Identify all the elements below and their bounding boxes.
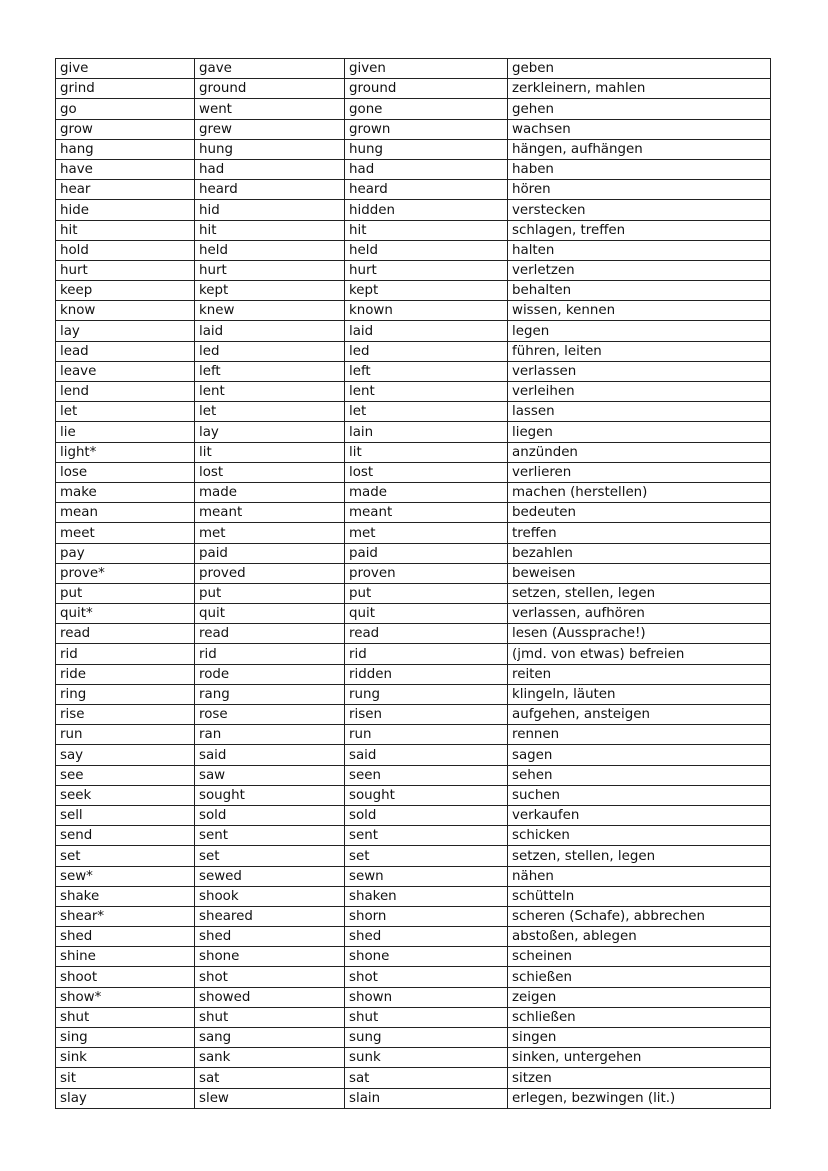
german-translation-cell: schütteln [508,886,771,906]
table-row [56,624,771,644]
table-row [56,805,771,825]
past-participle-cell: sung [345,1028,508,1048]
simple-past-cell: hurt [195,260,345,280]
table-row [56,260,771,280]
infinitive-cell: prove* [56,563,195,583]
table-row [56,301,771,321]
simple-past-cell: sang [195,1028,345,1048]
past-participle-cell: paid [345,543,508,563]
german-translation-cell: beweisen [508,563,771,583]
german-translation-cell: reiten [508,664,771,684]
past-participle-cell: lain [345,422,508,442]
table-row [56,321,771,341]
german-translation-cell: hören [508,180,771,200]
verb-table-body [56,59,771,1109]
infinitive-cell: grind [56,79,195,99]
german-translation-cell: verkaufen [508,805,771,825]
simple-past-cell: sought [195,785,345,805]
infinitive-cell: hurt [56,260,195,280]
table-row [56,59,771,79]
past-participle-cell: risen [345,705,508,725]
past-participle-cell: shone [345,947,508,967]
german-translation-cell: sinken, untergehen [508,1048,771,1068]
german-translation-cell: erlegen, bezwingen (lit.) [508,1088,771,1108]
german-translation-cell: sehen [508,765,771,785]
simple-past-cell: met [195,523,345,543]
irregular-verbs-table [55,58,771,1109]
infinitive-cell: ring [56,684,195,704]
infinitive-cell: show* [56,987,195,1007]
past-participle-cell: heard [345,180,508,200]
past-participle-cell: rung [345,684,508,704]
infinitive-cell: set [56,846,195,866]
german-translation-cell: schicken [508,826,771,846]
infinitive-cell: hear [56,180,195,200]
infinitive-cell: grow [56,119,195,139]
past-participle-cell: hung [345,139,508,159]
german-translation-cell: treffen [508,523,771,543]
german-translation-cell: verlassen, aufhören [508,604,771,624]
table-row [56,886,771,906]
german-translation-cell: klingeln, läuten [508,684,771,704]
past-participle-cell: let [345,402,508,422]
infinitive-cell: meet [56,523,195,543]
simple-past-cell: shone [195,947,345,967]
simple-past-cell: grew [195,119,345,139]
past-participle-cell: shut [345,1007,508,1027]
german-translation-cell: verlieren [508,462,771,482]
simple-past-cell: had [195,159,345,179]
table-row [56,583,771,603]
past-participle-cell: meant [345,503,508,523]
table-row [56,826,771,846]
table-row [56,462,771,482]
table-row [56,664,771,684]
simple-past-cell: left [195,361,345,381]
simple-past-cell: shook [195,886,345,906]
simple-past-cell: paid [195,543,345,563]
table-row [56,684,771,704]
german-translation-cell: zeigen [508,987,771,1007]
infinitive-cell: say [56,745,195,765]
infinitive-cell: let [56,402,195,422]
infinitive-cell: leave [56,361,195,381]
infinitive-cell: make [56,482,195,502]
table-row [56,725,771,745]
infinitive-cell: light* [56,442,195,462]
table-row [56,79,771,99]
simple-past-cell: meant [195,503,345,523]
german-translation-cell: bezahlen [508,543,771,563]
table-row [56,382,771,402]
table-row [56,1068,771,1088]
past-participle-cell: shaken [345,886,508,906]
simple-past-cell: lost [195,462,345,482]
german-translation-cell: (jmd. von etwas) befreien [508,644,771,664]
simple-past-cell: led [195,341,345,361]
past-participle-cell: had [345,159,508,179]
table-row [56,906,771,926]
table-row [56,846,771,866]
german-translation-cell: schießen [508,967,771,987]
german-translation-cell: nähen [508,866,771,886]
past-participle-cell: hidden [345,200,508,220]
table-row [56,503,771,523]
infinitive-cell: rise [56,705,195,725]
infinitive-cell: ride [56,664,195,684]
german-translation-cell: suchen [508,785,771,805]
table-row [56,987,771,1007]
simple-past-cell: sent [195,826,345,846]
past-participle-cell: said [345,745,508,765]
infinitive-cell: hang [56,139,195,159]
german-translation-cell: setzen, stellen, legen [508,583,771,603]
german-translation-cell: singen [508,1028,771,1048]
table-row [56,604,771,624]
infinitive-cell: hit [56,220,195,240]
past-participle-cell: read [345,624,508,644]
past-participle-cell: sunk [345,1048,508,1068]
table-row [56,785,771,805]
simple-past-cell: shed [195,927,345,947]
simple-past-cell: knew [195,301,345,321]
simple-past-cell: gave [195,59,345,79]
table-row [56,927,771,947]
simple-past-cell: shut [195,1007,345,1027]
infinitive-cell: shed [56,927,195,947]
infinitive-cell: run [56,725,195,745]
infinitive-cell: sing [56,1028,195,1048]
past-participle-cell: shed [345,927,508,947]
past-participle-cell: ridden [345,664,508,684]
infinitive-cell: send [56,826,195,846]
past-participle-cell: laid [345,321,508,341]
german-translation-cell: legen [508,321,771,341]
table-row [56,159,771,179]
table-row [56,866,771,886]
infinitive-cell: shoot [56,967,195,987]
german-translation-cell: sitzen [508,1068,771,1088]
german-translation-cell: abstoßen, ablegen [508,927,771,947]
table-row [56,947,771,967]
table-row [56,139,771,159]
german-translation-cell: schließen [508,1007,771,1027]
german-translation-cell: hängen, aufhängen [508,139,771,159]
german-translation-cell: verletzen [508,260,771,280]
table-row [56,200,771,220]
german-translation-cell: bedeuten [508,503,771,523]
infinitive-cell: keep [56,281,195,301]
infinitive-cell: give [56,59,195,79]
infinitive-cell: hide [56,200,195,220]
german-translation-cell: verlassen [508,361,771,381]
past-participle-cell: grown [345,119,508,139]
infinitive-cell: rid [56,644,195,664]
past-participle-cell: ground [345,79,508,99]
simple-past-cell: rose [195,705,345,725]
german-translation-cell: rennen [508,725,771,745]
simple-past-cell: hit [195,220,345,240]
simple-past-cell: shot [195,967,345,987]
table-row [56,523,771,543]
table-row [56,1028,771,1048]
infinitive-cell: see [56,765,195,785]
table-row [56,402,771,422]
german-translation-cell: lesen (Aussprache!) [508,624,771,644]
german-translation-cell: führen, leiten [508,341,771,361]
past-participle-cell: quit [345,604,508,624]
past-participle-cell: lit [345,442,508,462]
simple-past-cell: quit [195,604,345,624]
german-translation-cell: verstecken [508,200,771,220]
infinitive-cell: shine [56,947,195,967]
simple-past-cell: lay [195,422,345,442]
simple-past-cell: kept [195,281,345,301]
german-translation-cell: geben [508,59,771,79]
infinitive-cell: quit* [56,604,195,624]
infinitive-cell: mean [56,503,195,523]
german-translation-cell: haben [508,159,771,179]
past-participle-cell: slain [345,1088,508,1108]
infinitive-cell: seek [56,785,195,805]
simple-past-cell: lit [195,442,345,462]
past-participle-cell: sat [345,1068,508,1088]
table-row [56,563,771,583]
table-row [56,705,771,725]
past-participle-cell: made [345,482,508,502]
simple-past-cell: held [195,240,345,260]
past-participle-cell: shorn [345,906,508,926]
past-participle-cell: shown [345,987,508,1007]
past-participle-cell: put [345,583,508,603]
past-participle-cell: gone [345,99,508,119]
past-participle-cell: run [345,725,508,745]
german-translation-cell: aufgehen, ansteigen [508,705,771,725]
simple-past-cell: set [195,846,345,866]
simple-past-cell: showed [195,987,345,1007]
infinitive-cell: lend [56,382,195,402]
table-row [56,361,771,381]
german-translation-cell: halten [508,240,771,260]
simple-past-cell: sewed [195,866,345,886]
table-row [56,543,771,563]
infinitive-cell: shear* [56,906,195,926]
simple-past-cell: hid [195,200,345,220]
infinitive-cell: hold [56,240,195,260]
table-row [56,644,771,664]
past-participle-cell: sold [345,805,508,825]
table-row [56,422,771,442]
table-row [56,180,771,200]
simple-past-cell: sheared [195,906,345,926]
past-participle-cell: left [345,361,508,381]
infinitive-cell: lay [56,321,195,341]
simple-past-cell: rang [195,684,345,704]
table-row [56,1048,771,1068]
past-participle-cell: proven [345,563,508,583]
past-participle-cell: lent [345,382,508,402]
past-participle-cell: lost [345,462,508,482]
table-row [56,745,771,765]
table-row [56,765,771,785]
table-row [56,220,771,240]
german-translation-cell: scheinen [508,947,771,967]
german-translation-cell: liegen [508,422,771,442]
table-row [56,281,771,301]
infinitive-cell: sit [56,1068,195,1088]
german-translation-cell: gehen [508,99,771,119]
table-row [56,1088,771,1108]
table-row [56,1007,771,1027]
past-participle-cell: seen [345,765,508,785]
table-row [56,967,771,987]
simple-past-cell: put [195,583,345,603]
past-participle-cell: sewn [345,866,508,886]
simple-past-cell: read [195,624,345,644]
table-row [56,119,771,139]
simple-past-cell: heard [195,180,345,200]
infinitive-cell: sink [56,1048,195,1068]
table-row [56,482,771,502]
simple-past-cell: sat [195,1068,345,1088]
past-participle-cell: kept [345,281,508,301]
simple-past-cell: proved [195,563,345,583]
simple-past-cell: let [195,402,345,422]
infinitive-cell: read [56,624,195,644]
infinitive-cell: slay [56,1088,195,1108]
infinitive-cell: shut [56,1007,195,1027]
infinitive-cell: lose [56,462,195,482]
table-row [56,240,771,260]
german-translation-cell: anzünden [508,442,771,462]
past-participle-cell: hit [345,220,508,240]
german-translation-cell: sagen [508,745,771,765]
infinitive-cell: have [56,159,195,179]
simple-past-cell: hung [195,139,345,159]
german-translation-cell: wachsen [508,119,771,139]
past-participle-cell: sought [345,785,508,805]
past-participle-cell: met [345,523,508,543]
simple-past-cell: slew [195,1088,345,1108]
german-translation-cell: schlagen, treffen [508,220,771,240]
german-translation-cell: zerkleinern, mahlen [508,79,771,99]
simple-past-cell: made [195,482,345,502]
infinitive-cell: know [56,301,195,321]
simple-past-cell: sank [195,1048,345,1068]
simple-past-cell: laid [195,321,345,341]
simple-past-cell: said [195,745,345,765]
past-participle-cell: given [345,59,508,79]
table-row [56,99,771,119]
infinitive-cell: sell [56,805,195,825]
table-row [56,442,771,462]
past-participle-cell: hurt [345,260,508,280]
german-translation-cell: verleihen [508,382,771,402]
infinitive-cell: shake [56,886,195,906]
past-participle-cell: set [345,846,508,866]
german-translation-cell: machen (herstellen) [508,482,771,502]
infinitive-cell: go [56,99,195,119]
infinitive-cell: pay [56,543,195,563]
past-participle-cell: led [345,341,508,361]
past-participle-cell: held [345,240,508,260]
simple-past-cell: sold [195,805,345,825]
infinitive-cell: put [56,583,195,603]
german-translation-cell: scheren (Schafe), abbrechen [508,906,771,926]
simple-past-cell: ran [195,725,345,745]
table-row [56,341,771,361]
german-translation-cell: lassen [508,402,771,422]
german-translation-cell: setzen, stellen, legen [508,846,771,866]
infinitive-cell: lead [56,341,195,361]
simple-past-cell: saw [195,765,345,785]
past-participle-cell: known [345,301,508,321]
infinitive-cell: sew* [56,866,195,886]
german-translation-cell: behalten [508,281,771,301]
simple-past-cell: went [195,99,345,119]
past-participle-cell: shot [345,967,508,987]
simple-past-cell: rid [195,644,345,664]
simple-past-cell: ground [195,79,345,99]
past-participle-cell: sent [345,826,508,846]
simple-past-cell: rode [195,664,345,684]
german-translation-cell: wissen, kennen [508,301,771,321]
past-participle-cell: rid [345,644,508,664]
simple-past-cell: lent [195,382,345,402]
infinitive-cell: lie [56,422,195,442]
